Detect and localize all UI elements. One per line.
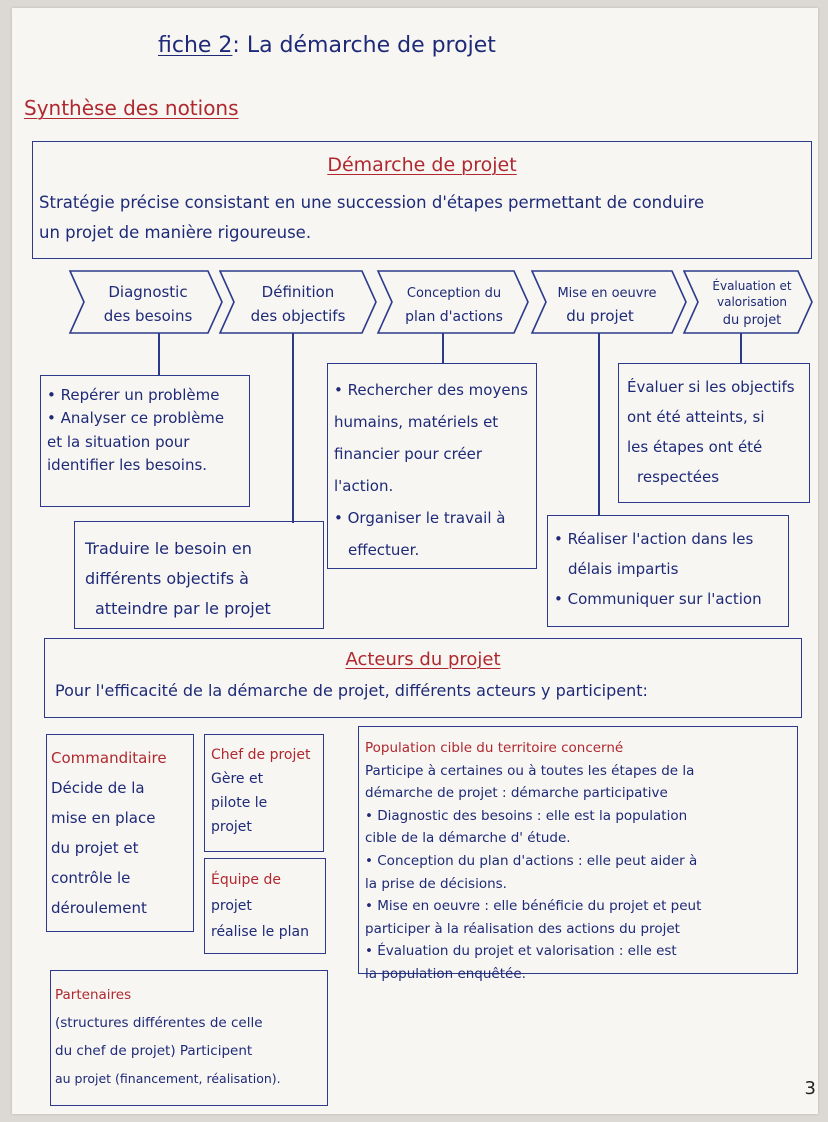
step-3-line1: Conception du [406,286,502,301]
commanditaire-line-3: du projet et [51,839,139,857]
equipe-line-1: projet [211,898,252,914]
step-5-line1: Évaluation et [712,279,792,293]
partenaires-line-1: (structures différentes de celle [55,1015,263,1031]
step-3-line2: plan d'actions [405,309,503,325]
acteurs-box [44,638,802,718]
step-4-line2: du projet [566,307,634,325]
diagnostic-item-2-end: identifier les besoins. [47,455,208,474]
conception-item-1: • Rechercher des moyens [334,374,530,406]
equipe-line-2: réalise le plan [211,924,309,940]
step-1-line1: Diagnostic [108,283,188,301]
population-title: Population cible du territoire concerné [365,740,624,756]
conception-item-2-end: effectuer. [348,541,420,559]
commanditaire-box [46,734,194,932]
chef-line-3: projet [211,819,252,835]
chef-line-1: Gère et [211,771,264,787]
connector-conception [442,333,444,363]
conception-detail-box [327,363,537,569]
step-2-line1: Définition [261,283,335,301]
definition-line-2: différents objectifs à [85,569,249,588]
evaluation-line-1: Évaluer si les objectifs [627,378,795,396]
partenaires-line-3: au projet (financement, réalisation). [55,1071,281,1086]
population-line-7: • Mise en oeuvre : elle bénéficie du projet et peut [365,898,702,915]
mise-item-1-end: délais impartis [568,560,679,578]
commanditaire-title: Commanditaire [51,749,167,767]
connector-diagnostic [158,333,160,375]
population-line-8: participer à la réalisation des actions du projet [365,920,680,937]
chef-line-2: pilote le [211,795,268,811]
equipe-title: Équipe de [211,872,281,888]
conception-item-1-end: l'action. [334,477,394,495]
population-line-10: la population enquêtée. [365,965,526,982]
demarche-title: Démarche de projet [327,154,517,176]
evaluation-line-2: ont été atteints, si [627,408,765,426]
conception-item-2: • Organiser le travail à [334,502,530,534]
notebook-page [12,8,818,1114]
fiche-label: fiche 2 [158,33,233,58]
step-5-line3: du projet [722,313,782,328]
population-line-6: la prise de décisions. [365,875,507,892]
diagnostic-detail-box [40,375,250,507]
connector-mise-en-oeuvre [598,333,600,515]
step-1-line2: des besoins [103,307,193,325]
definition-line-1: Traduire le besoin en [85,539,252,558]
page-header [158,30,496,62]
definition-line-3: atteindre par le projet [95,599,271,618]
population-line-3: • Diagnostic des besoins : elle est la population [365,807,688,824]
step-4-line1: Mise en oeuvre [557,286,657,301]
equipe-box [204,858,326,954]
commanditaire-line-4: contrôle le [51,869,131,887]
chef-de-projet-box [204,734,324,852]
commanditaire-line-1: Décide de la [51,779,145,797]
connector-definition [292,333,294,523]
evaluation-line-3: les étapes ont été [627,438,763,456]
population-box [358,726,798,982]
commanditaire-line-5: déroulement [51,899,147,917]
conception-item-1-cont: humains, matériels et [334,413,499,431]
partenaires-title: Partenaires [55,987,132,1003]
diagnostic-item-1: • Repérer un problème [47,384,243,407]
diagnostic-item-2: • Analyser ce problème [47,407,243,430]
population-line-4: cible de la démarche d' étude. [365,830,571,847]
commanditaire-line-2: mise en place [51,809,156,827]
steps-chevrons [12,266,818,346]
chef-title: Chef de projet [211,747,311,763]
demarche-box [32,141,812,259]
page-number: 3 [804,1078,816,1099]
population-line-2: démarche de projet : démarche participative [365,785,668,802]
section-title: Synthèse des notions [24,96,239,120]
definition-detail-box [74,521,324,629]
mise-item-1: • Réaliser l'action dans les [554,524,782,554]
evaluation-detail-box [618,363,810,503]
diagnostic-item-2-cont: et la situation pour [47,432,190,451]
partenaires-box [50,970,328,1106]
population-line-5: • Conception du plan d'actions : elle peut aider à [365,852,698,869]
step-5-line2: valorisation [717,295,787,309]
population-line-9: • Évaluation du projet et valorisation : elle est [365,943,677,960]
demarche-text-line2: un projet de manière rigoureuse. [39,223,312,242]
step-2-line2: des objectifs [250,307,346,325]
conception-item-1-cont2: financier pour créer [334,445,483,463]
demarche-text [39,188,704,248]
page-title: : La démarche de projet [232,33,496,58]
population-line-1: Participe à certaines ou à toutes les étapes de la [365,762,695,779]
connector-evaluation [740,333,742,363]
partenaires-line-2: du chef de projet) Participent [55,1043,253,1059]
demarche-text-line1: Stratégie précise consistant en une succession d'étapes permettant de conduire [39,193,705,212]
acteurs-text: Pour l'efficacité de la démarche de projet, différents acteurs y participent: [55,681,648,700]
evaluation-line-4: respectées [637,468,720,486]
acteurs-title: Acteurs du projet [345,649,501,670]
mise-en-oeuvre-detail-box [547,515,789,627]
mise-item-2: • Communiquer sur l'action [554,584,782,614]
